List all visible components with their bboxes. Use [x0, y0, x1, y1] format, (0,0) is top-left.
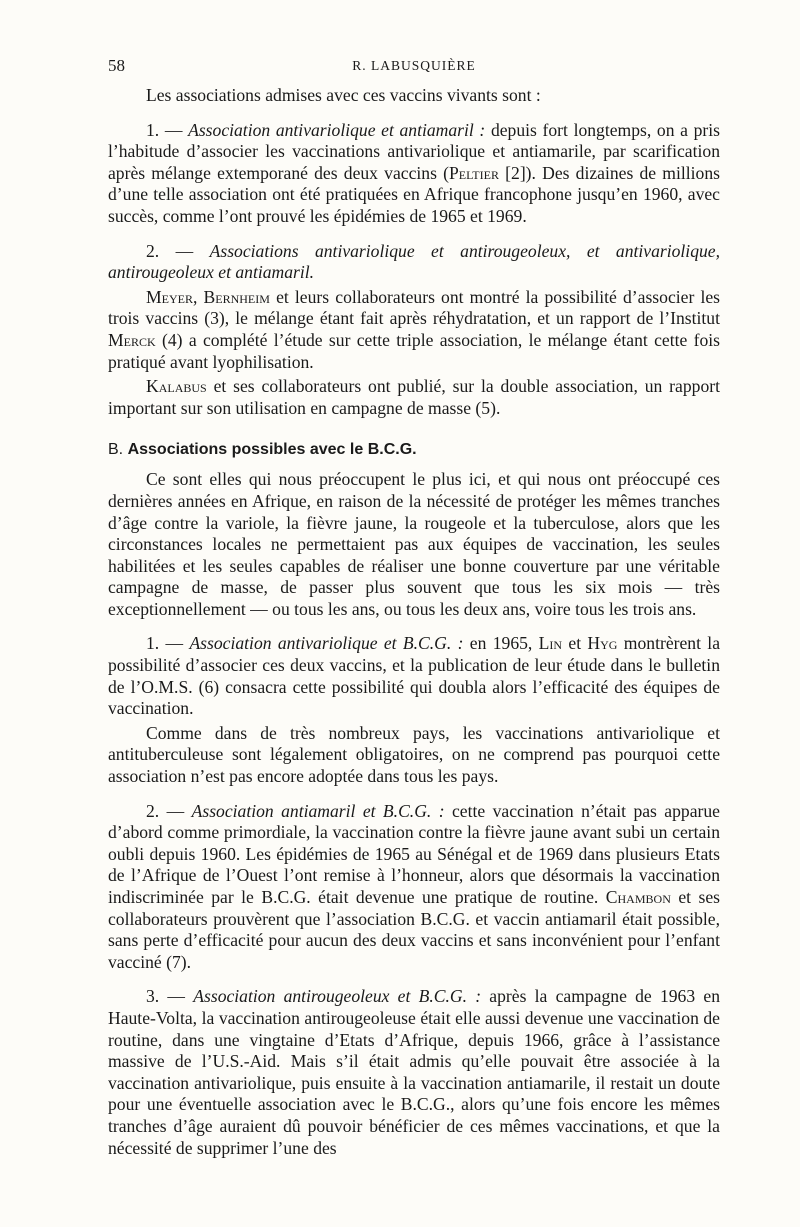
author-name: Chambon: [605, 887, 671, 907]
paragraph-b3: [108, 986, 720, 1159]
paragraph-b-intro: Ce sont elles qui nous préoccupent le plus ici, et qui nous ont préoccupé ces dernières années en Afrique, en raison de la nécessité de protéger les mêmes tranches d’âge contre la variole, la fièvre jaune, la rougeole et la tuberculose, alors que les circonstances locales ne permettaient pas aux équipes de vaccination, les seules habilitées et les seules capables de réaliser une bonne couverture par une véritable campagne de masse, de passer plus souvent que tous les six mois — très exceptionnellement — ou tous les ans, ou tous les deux ans, voire tous les trois ans.: [108, 469, 720, 619]
paragraph-text: après la campagne de 1963 en Haute-Volta, la vaccination antirougeoleuse était elle aussi devenue une vaccination de routine, dans une vingtaine d’Etats d’Afrique, depuis 1966, grâce à l’assistance massive de l’U.S.-Aid. Mais s’il était admis qu’elle pouvait être associée à la vaccination antivariolique, puis ensuite à la vaccination antiamarile, il restait un doute pour une éventuelle association avec le B.C.G., alors qu’une fois encore les mêmes tranches d’âge auraient dû pouvoir bénéficier de ces mêmes vaccinations, et que la nécessité de supprimer l’une des: [108, 986, 720, 1158]
item-title: Associations antivariolique et antirougeoleux, et antivariolique, antirougeoleux et antiamaril.: [108, 240, 720, 283]
paragraph-text: et ses collaborateurs ont publié, sur la double association, un rapport important sur son utilisation en campagne de masse (5).: [108, 376, 720, 418]
paragraph-a2-meyer: [108, 287, 720, 373]
paragraph-text: en 1965,: [463, 633, 539, 654]
paragraph-text: et leurs collaborateurs ont montré la possibilité d’associer les trois vaccins (3), le mélange étant fait après réhydratation, et un rapport de l’Institut: [108, 286, 720, 329]
page-number: 58: [108, 56, 125, 75]
paragraph-text: et ses collaborateurs prouvèrent que l’association B.C.G. et vaccin antiamaril était possible, sans perte d’efficacité pour aucun des deux vaccins et sans inconvénient pour l’enfant vacciné (7).: [108, 887, 720, 972]
author-name: Bernheim: [203, 286, 270, 307]
author-name: Lin: [538, 633, 563, 654]
paragraph-a1: [108, 120, 720, 228]
item-number: 2. —: [146, 240, 210, 261]
section-label: B.: [108, 441, 124, 459]
author-name: Merck: [108, 329, 156, 350]
paragraph-a2: [108, 241, 720, 284]
item-number: 3. —: [146, 986, 194, 1007]
author-name: Peltier: [448, 162, 499, 183]
intro-paragraph: Les associations admises avec ces vaccins vivants sont :: [146, 85, 541, 105]
author-name: Meyer: [146, 286, 193, 307]
running-head: R. LABUSQUIÈRE: [352, 58, 476, 73]
paragraph-text: depuis fort longtemps, on a pris l’habitude d’associer les vaccinations antivariolique et antiamarile, par scarification après mélange extemporané des deux vaccins (: [108, 119, 720, 183]
paragraph-text: montrèrent la possibilité d’associer ces deux vaccins, et la publication de leur étude dans le bulletin de l’O.M.S. (6) consacra cette possibilité qui doubla alors l’efficacité des équipes de vaccination.: [108, 633, 721, 719]
paragraph-b2: [108, 801, 720, 974]
paragraph-text: [2]). Des dizaines de millions d’une telle association ont été pratiquées en Afrique francophone jusqu’en 1960, avec succès, comme l’ont prouvé les épidémies de 1965 et 1969.: [108, 162, 720, 226]
paragraph-a2-kalabus: [108, 376, 720, 419]
page-header: [108, 56, 720, 82]
section-heading-b: [108, 441, 720, 459]
item-title: Association antirougeoleux et B.C.G. :: [193, 986, 482, 1007]
paragraph-text: cette vaccination n’était pas apparue d’abord comme primordiale, la vaccination contre la fièvre jaune avant subi un certain oubli depuis 1960. Les épidémies de 1965 au Sénégal et de 1969 dans plusieurs Etats de l’Afrique de l’Ouest l’ont remise à l’honneur, alors que désormais la vaccination indiscriminée par le B.C.G. était devenue une pratique de routine.: [108, 800, 720, 907]
item-title: Association antiamaril et B.C.G. :: [191, 800, 445, 821]
item-title: Association antivariolique et B.C.G. :: [189, 633, 464, 654]
item-number: 1. —: [146, 633, 190, 654]
author-name: Kalabus: [146, 376, 207, 397]
paragraph-b1-comme: Comme dans de très nombreux pays, les vaccinations antivariolique et antituberculeuse sont légalement obligatoires, on ne comprend pas pourquoi cette association n’est pas encore adoptée dans tous les pays.: [108, 722, 720, 787]
item-title: Association antivariolique et antiamaril :: [188, 119, 486, 140]
paragraph-text: et: [562, 633, 588, 654]
author-name: Hyg: [587, 633, 618, 654]
paragraph-text: ,: [192, 286, 204, 307]
item-number: 2. —: [146, 800, 192, 821]
paragraph-b1: [108, 633, 720, 719]
section-title: Associations possibles avec le B.C.G.: [127, 441, 417, 459]
item-number: 1. —: [146, 119, 189, 140]
paragraph-text: (4) a complété l’étude sur cette triple association, le mélange étant cette fois pratiqué avant lyophilisation.: [108, 329, 720, 372]
